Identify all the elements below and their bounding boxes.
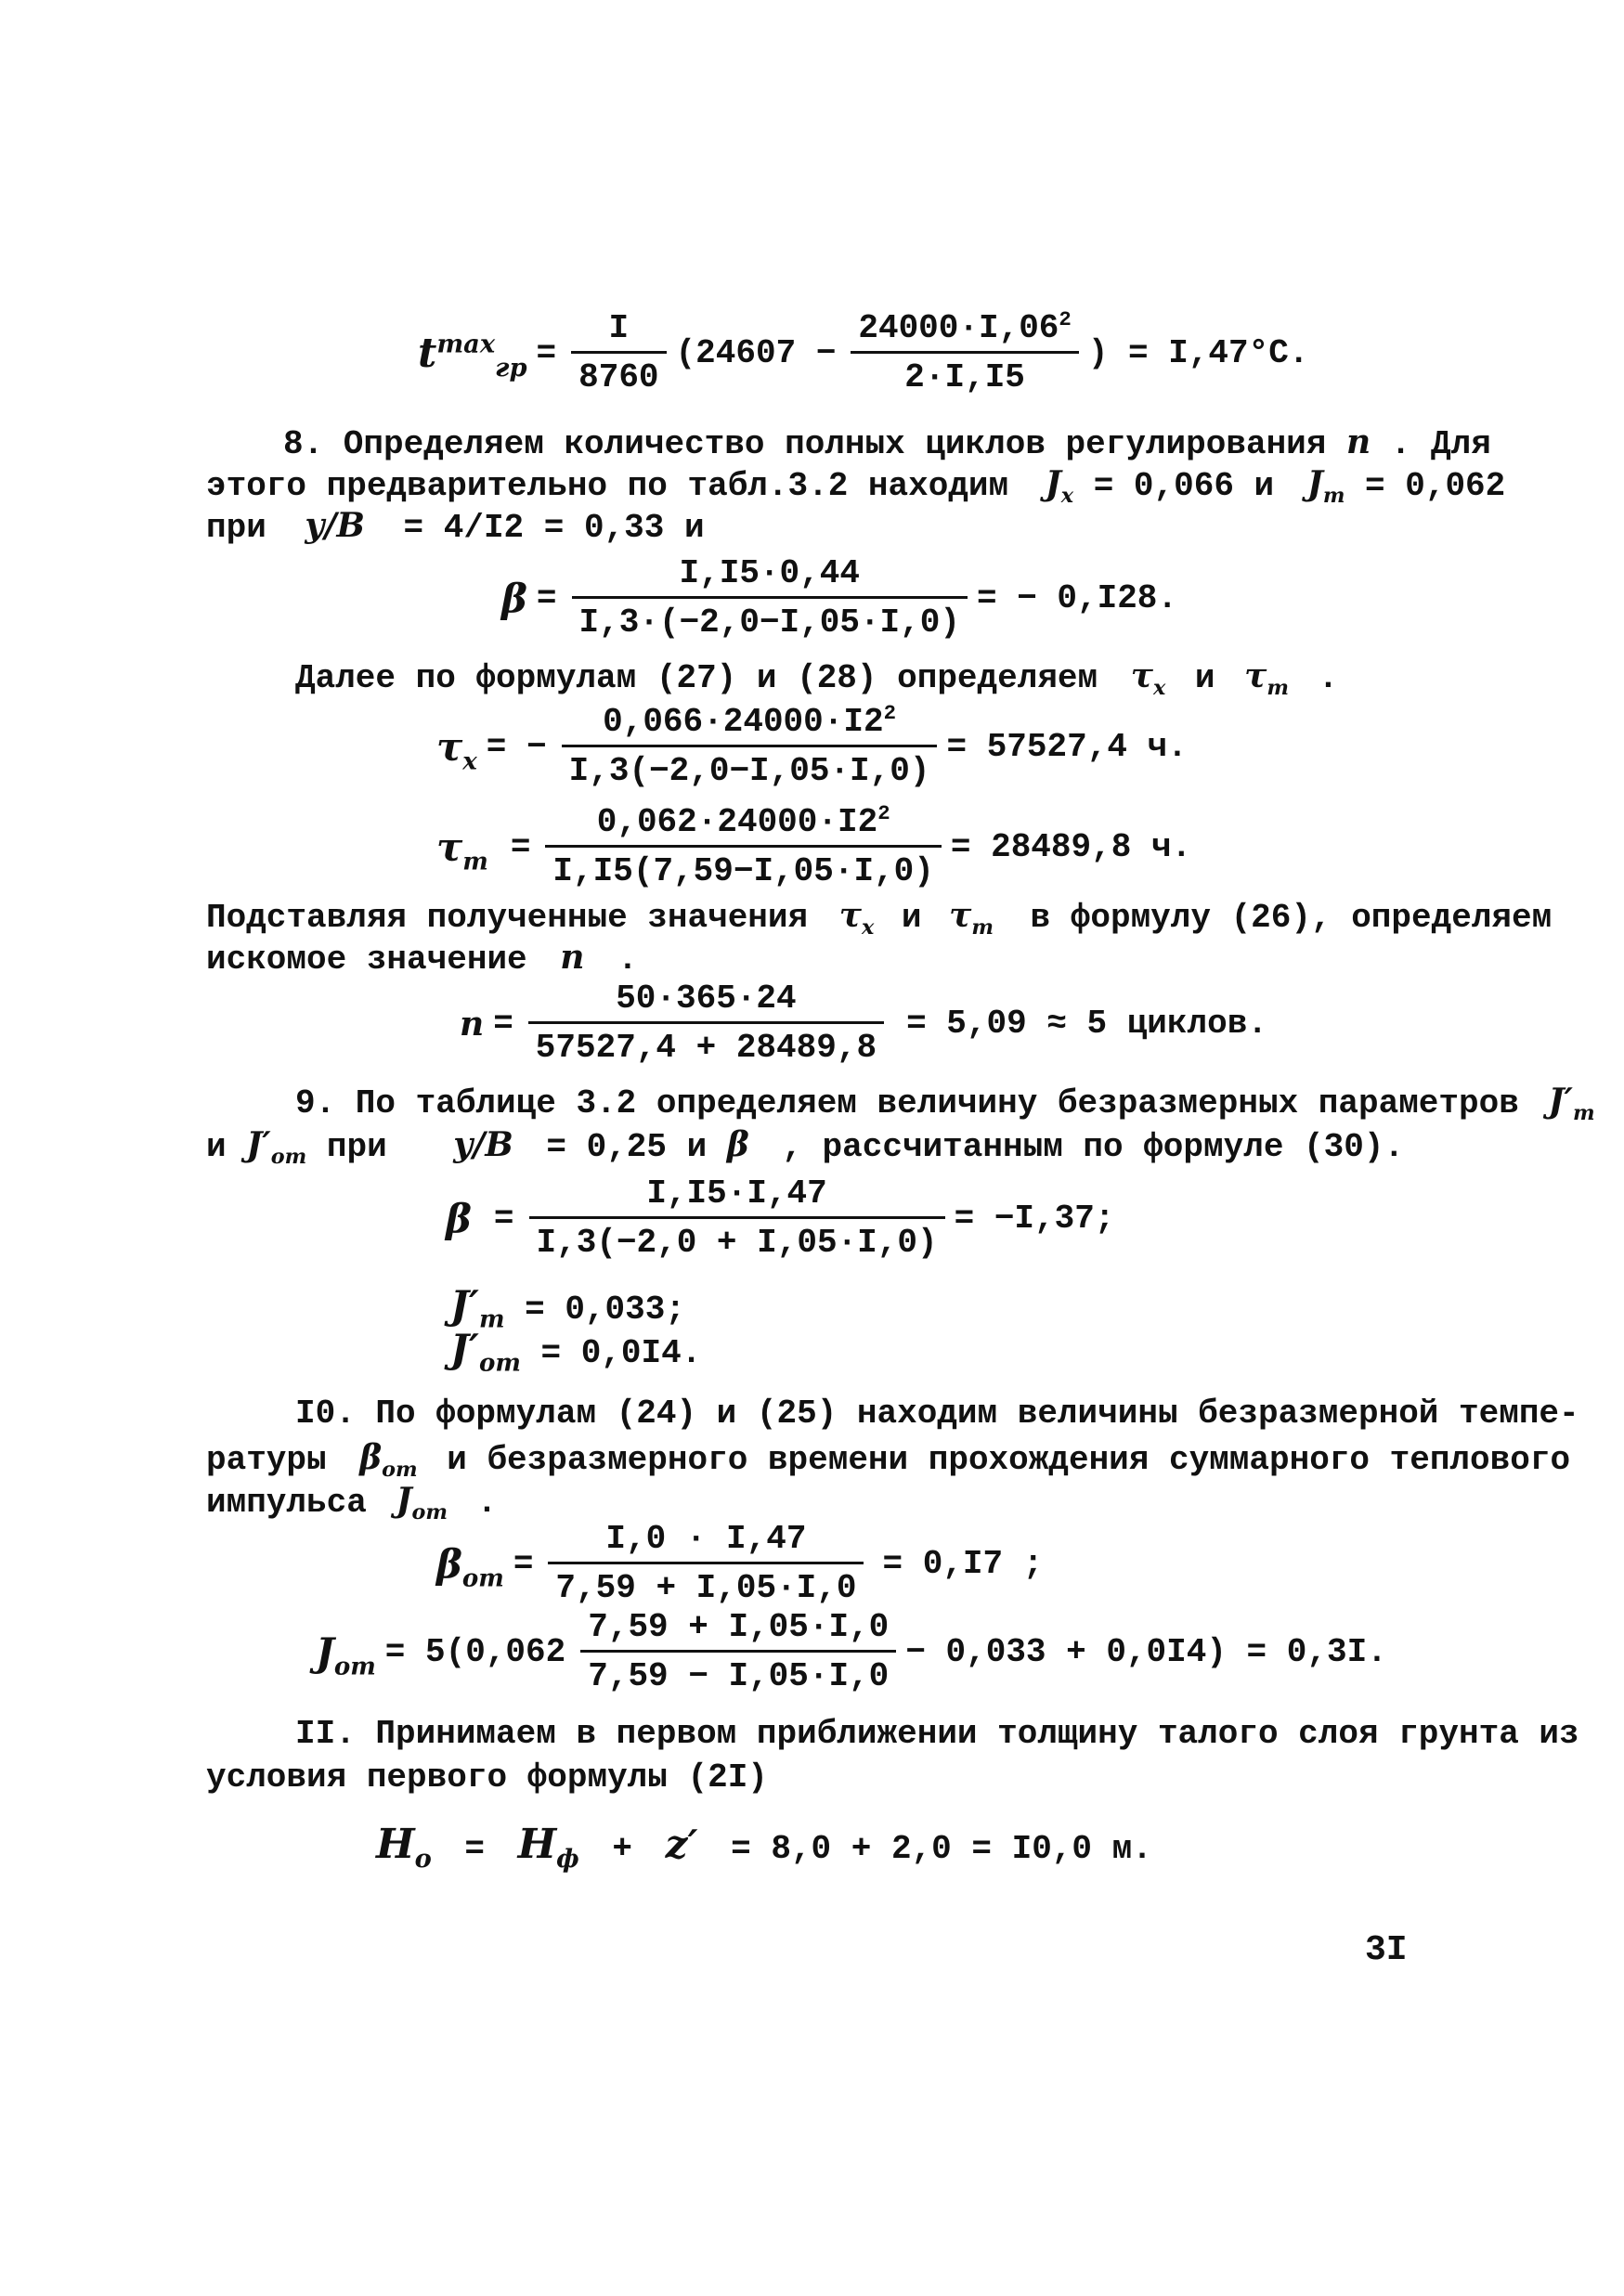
- p8-line3: при y/B = 4/I2 = 0,33 и: [206, 506, 705, 547]
- equation-tau-x: $\tau_x$ = − $\frac{0,066\cdot 24000\cdot I2^2}{I,3(-2,0-I,05\cdot I,0)}$ = 57527,4 ч.: [436, 701, 1188, 790]
- p10-line1: I0. По формулам (24) и (25) находим величины безразмерной темпе-: [295, 1394, 1579, 1433]
- equation-h0: $H_o = H_ф + z' = 8,0 + 2,0 = I0,0$ м.: [376, 1821, 1152, 1874]
- p-podst-line2: искомое значение n .: [206, 938, 638, 979]
- eq-t-equals: =: [536, 333, 557, 372]
- equation-beta-1: β = $\frac{I,I5\cdot 0,44}{I,3\cdot(-2,0-I,05\cdot I,0)}$ = − 0,I28.: [501, 554, 1178, 642]
- equation-tau-t: $\tau_т$ = $\frac{0,062\cdot 24000\cdot I2^2}{I,I5(7,59-I,05\cdot I,0)}$ = 28489,8 ч.: [436, 801, 1192, 890]
- p11-line1: II. Принимаем в первом приближении толщину талого слоя грунта из: [295, 1715, 1579, 1753]
- p-dalee: Далее по формулам (27) и (28) определяем $\tau_x$ и $\tau_т$ .: [295, 656, 1339, 701]
- eq-t-fraction: $\frac{I}{8760}$: [571, 312, 666, 395]
- eq-t-result: ) = I,47°С.: [1087, 333, 1309, 372]
- p8-line2: этого предварительно по табл.3.2 находим $Ј_x = 0,066$ и $Ј_т = 0,062$: [206, 464, 1506, 509]
- p11-line2: условия первого формулы (2I): [206, 1758, 768, 1797]
- p10-line2: ратуры $\beta_{от}$ и безразмерного времени прохождения суммарного теплового: [206, 1438, 1571, 1483]
- equation-j-t: $Ј'_т = 0,033$;: [450, 1282, 685, 1334]
- p-podst-line1: Подставляя полученные значения $\tau_x$ и $\tau_т$ в формулу (26), определяем: [206, 896, 1553, 940]
- equation-beta-2: β = $\frac{I,I5\cdot I,47}{I,3(-2,0 + I,05\cdot I,0)}$ = −I,37;: [446, 1174, 1115, 1262]
- p9-line1: 9. По таблице 3.2 определяем величину безразмерных параметров $Ј'_т$: [295, 1082, 1595, 1126]
- eq-t-open: (24607 −: [675, 333, 837, 372]
- page-number: 3I: [1365, 1930, 1408, 1970]
- p10-line3: импульса $Ј_{от}$ .: [206, 1481, 498, 1525]
- equation-n: n = $\frac{50\cdot 365\cdot 24}{57527,4 + 28489,8}$ = 5,09 ≈ 5 циклов.: [460, 979, 1267, 1067]
- eq-t-inner-fraction: $\frac{24000\cdot I,06^2}{2\cdot I,I5}$: [851, 312, 1078, 395]
- equation-t-max: [418, 307, 1318, 396]
- equation-j-ot-full: $Ј_{от}$ = 5(0,062 $\frac{7,59 + I,05\cdot I,0}{7,59 - I,05\cdot I,0}$ − 0,033 + 0,0I4) = 0,3I.: [316, 1608, 1387, 1695]
- p9-line2: и $Ј'_{от}$ при y/B = 0,25 и β , рассчитанным по формуле (30).: [206, 1125, 1405, 1170]
- equation-j-ot: $Ј'_{от} = 0,0I4$.: [450, 1326, 702, 1378]
- equation-beta-ot: $\beta_{от}$ = $\frac{I,0 \cdot I,47}{7,59 + I,05\cdot I,0}$ = 0,I7 ;: [436, 1520, 1044, 1607]
- p8-line1: 8. Определяем количество полных циклов регулирования n . Для: [283, 422, 1491, 463]
- eq-t-symbol: $t^{max}_{гр}$: [418, 328, 527, 383]
